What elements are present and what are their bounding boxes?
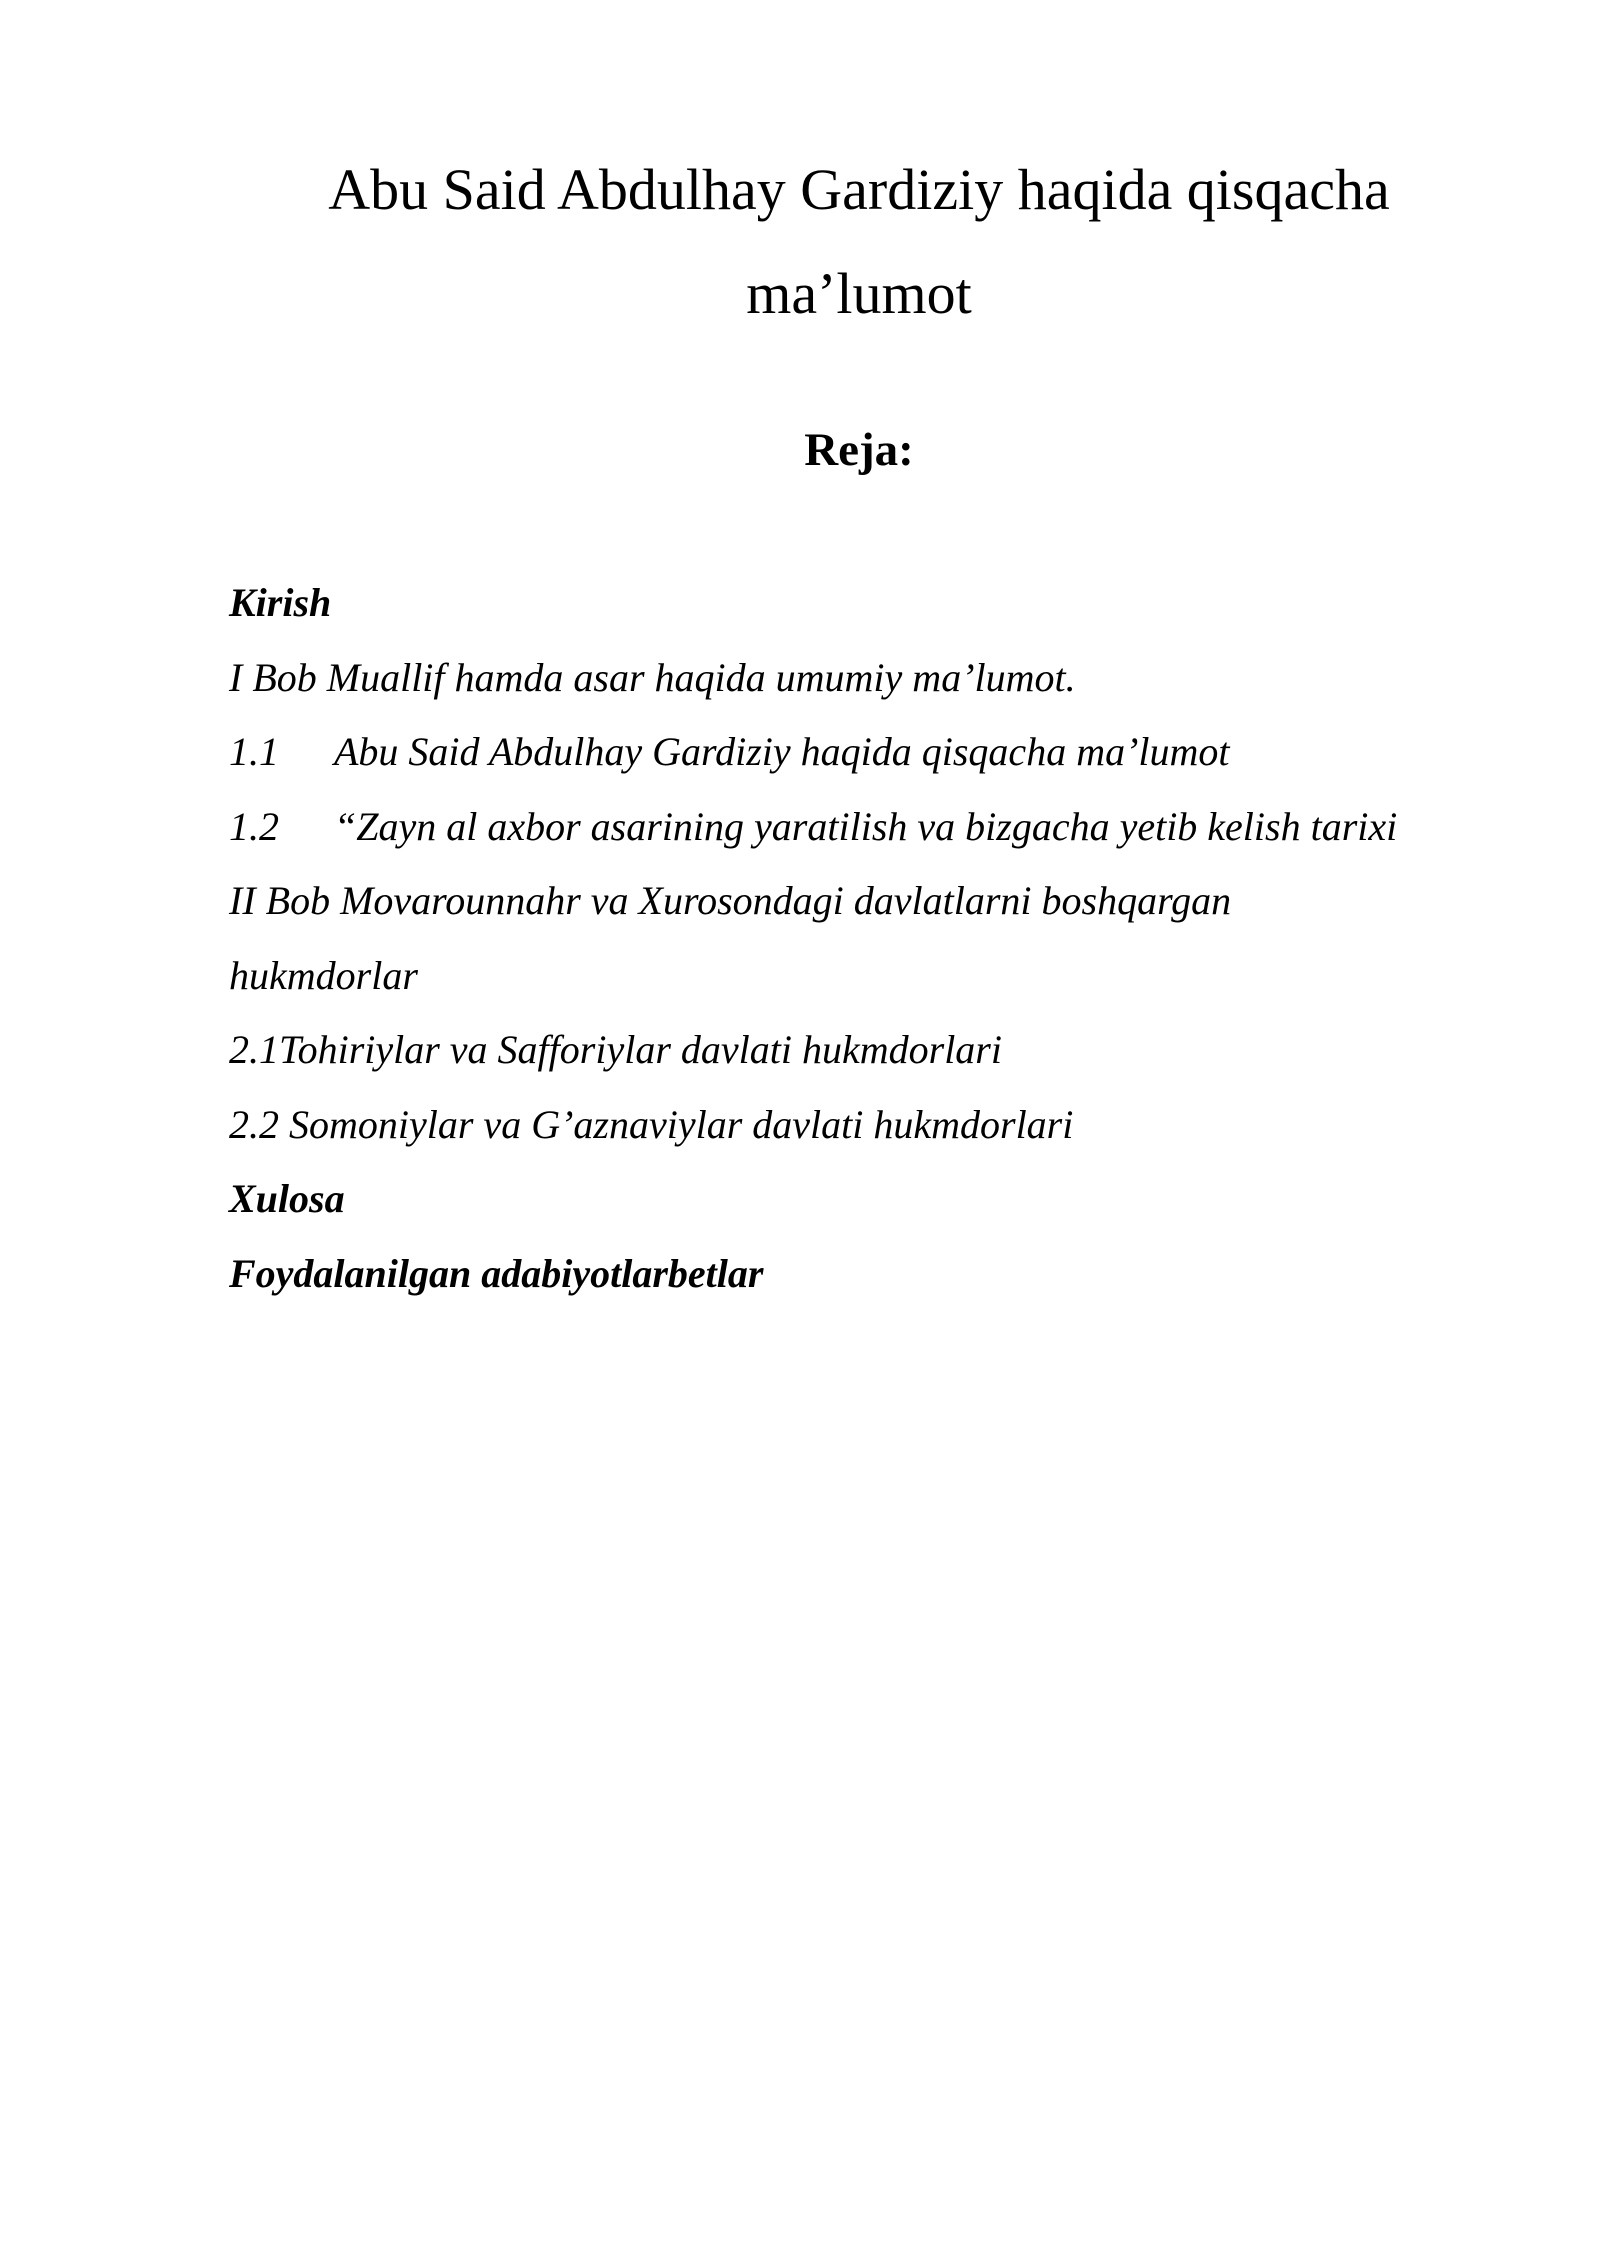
title-line-2: ma’lumot xyxy=(746,261,972,326)
toc-section-1-2-text: “Zayn al axbor asarining yaratilish va bizgacha yetib kelish tarixi xyxy=(334,803,1398,849)
toc-section-2-2: 2.2 Somoniylar va G’aznaviylar davlati hukmdorlari xyxy=(229,1101,1074,1147)
toc-chapter-2-line-1: II Bob Movarounnahr va Xurosondagi davlatlarni boshqargan xyxy=(229,878,1232,923)
toc-section-1-1-number: 1.1 xyxy=(229,729,279,774)
toc-section-2-1: 2.1Tohiriylar va Safforiylar davlati hukmdorlari xyxy=(229,1027,1002,1072)
table-of-contents xyxy=(229,566,1529,1311)
toc-chapter-1: I Bob Muallif hamda asar haqida umumiy ma’lumot. xyxy=(229,654,1076,700)
toc-section-1-2-number: 1.2 xyxy=(229,803,279,849)
document-title xyxy=(229,138,1489,346)
plan-heading: Reja: xyxy=(804,424,914,476)
toc-intro: Kirish xyxy=(229,580,332,625)
toc-conclusion: Xulosa xyxy=(229,1176,345,1221)
toc-section-1-1 xyxy=(229,715,1529,790)
toc-section-1-1-text: Abu Said Abdulhay Gardiziy haqida qisqacha ma’lumot xyxy=(334,729,1230,774)
toc-references: Foydalanilgan adabiyotlarbetlar xyxy=(229,1250,764,1296)
title-line-1: Abu Said Abdulhay Gardiziy haqida qisqacha xyxy=(328,157,1390,222)
toc-chapter-2-line-2: hukmdorlar xyxy=(229,952,418,998)
toc-section-1-2 xyxy=(229,790,1529,865)
